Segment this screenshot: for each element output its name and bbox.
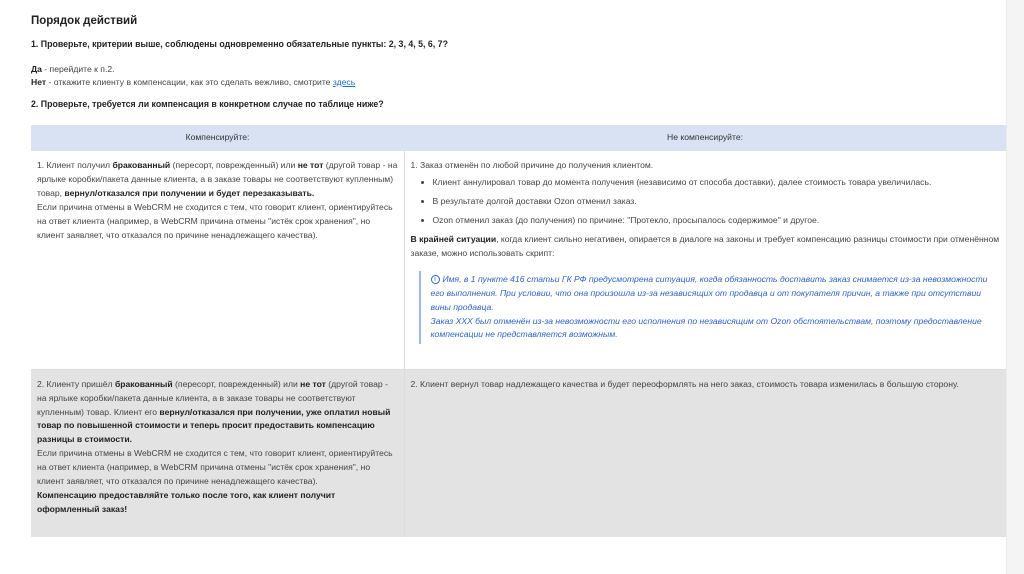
row2-compensate-cell: [31, 369, 404, 537]
step-2: 2. Проверьте, требуется ли компенсация в конкретном случае по таблице ниже?: [31, 98, 384, 109]
bold-text: вернул/отказался при получении и будет перезаказывать.: [64, 188, 315, 199]
header-not-compensate: Не компенсируйте:: [404, 125, 1006, 151]
text: (другой товар - на ярлыке коробки/пакета данные клиента, а в заказе товары не соответствуют купленным) товар,: [37, 160, 398, 199]
here-link[interactable]: здесь: [332, 77, 356, 88]
info-icon: i: [431, 275, 440, 284]
table-row: [31, 151, 1006, 369]
text: 1. Клиент получил: [37, 160, 113, 171]
row1-compensate-cell: [31, 151, 404, 369]
step-1: 1. Проверьте, критерии выше, соблюдены одновременно обязательные пункты: 2, 3, 4, 5, 6, 7?: [31, 38, 448, 49]
bold-text: не тот: [297, 160, 324, 171]
right-scrollbar[interactable]: [1006, 0, 1024, 574]
page-title: Порядок действий: [31, 15, 138, 27]
text: , когда клиент сильно негативен, опирается в диалоге на законы и требует компенсацию разницы стоимости при отменённом заказе, можно использовать скрипт:: [410, 233, 1000, 258]
bold-text: не тот: [300, 378, 326, 389]
script-text-2: Заказ XXX был отменён из-за невозможности его исполнения по независящим от Ozon обстоятельствам, поэтому предоставление компенсации не представляется возможным.: [430, 315, 982, 340]
cancel-reasons-list: [433, 176, 1001, 228]
cancel-intro: 1. Заказ отменён по любой причине до получения клиентом.: [410, 160, 654, 171]
text: (пересорт, поврежденный) или: [170, 160, 298, 171]
crm-note: Если причина отмены в WebCRM не сходится с тем, что говорит клиент, ориентируйтесь на ответ клиента (например, в WebCRM причина отмены "истёк срок хранения", но клиент заявляет, что отказался по причине ненадлежащего качества).: [37, 201, 393, 240]
bold-text: бракованный: [112, 160, 171, 171]
no-text: - откажите клиенту в компенсации, как это сделать вежливо, смотрите: [46, 77, 333, 88]
extreme-case-text: [411, 233, 1001, 261]
bold-text: В крайней ситуации: [410, 233, 497, 244]
script-block: [419, 271, 1001, 345]
row1-not-compensate-cell: [404, 151, 1006, 369]
bold-text: вернул/отказался при получении, уже оплатил новый товар по повышенной стоимости и теперь просит предоставить компенсацию разницы в стоимости.: [37, 406, 391, 445]
no-line: [31, 76, 1006, 89]
crm-note: Если причина отмены в WebCRM не сходится с тем, что говорит клиент, ориентируйтесь на ответ клиента (например, в WebCRM причина отмены "истёк срок хранения", но клиент заявляет, что отказался по причине ненадлежащего качества).: [37, 448, 393, 487]
bold-text: бракованный: [114, 378, 173, 389]
compensation-table: [31, 125, 1006, 537]
list-item: • Ozon отменил заказ (до получения) по причине: "Протекло, просыпалось содержимое" и другое.: [433, 214, 1001, 228]
yes-line: [31, 63, 1006, 76]
final-note: Компенсацию предоставляйте только после того, как клиент получит оформленный заказ!: [37, 490, 336, 515]
text: (пересорт, поврежденный) или: [172, 378, 301, 389]
text: (другой товар - на ярлыке коробки/пакета данные клиента, а в заказе товары не соответствуют купленным) товар. Клиент его: [37, 378, 388, 417]
content: [31, 14, 1006, 537]
header-compensate: Компенсируйте:: [31, 125, 404, 151]
row2-not-compensate-cell: 2. Клиент вернул товар надлежащего качества и будет переоформлять на него заказ, стоимость товара изменилась в большую сторону.: [404, 369, 1006, 537]
no-label: Нет: [31, 77, 47, 88]
script-text-1: Имя, в 1 пункте 416 статьи ГК РФ предусмотрена ситуация, когда обязанность доставить заказ снимается из-за невозможности его выполнения. При условии, что она произошла из-за независящих от продавца и от покупателя причин, а также при отсутствии вины продавца.: [430, 273, 988, 312]
text: 2. Клиенту пришёл: [37, 378, 115, 389]
list-item: • Клиент аннулировал товар до момента получения (независимо от способа доставки), далее стоимость товара увеличилась.: [433, 176, 1001, 190]
list-item: • В результате долгой доставки Ozon отменил заказ.: [433, 195, 1001, 209]
yes-label: Да: [31, 64, 42, 75]
yes-text: - перейдите к п.2.: [41, 64, 115, 75]
table-row: [31, 369, 1006, 537]
